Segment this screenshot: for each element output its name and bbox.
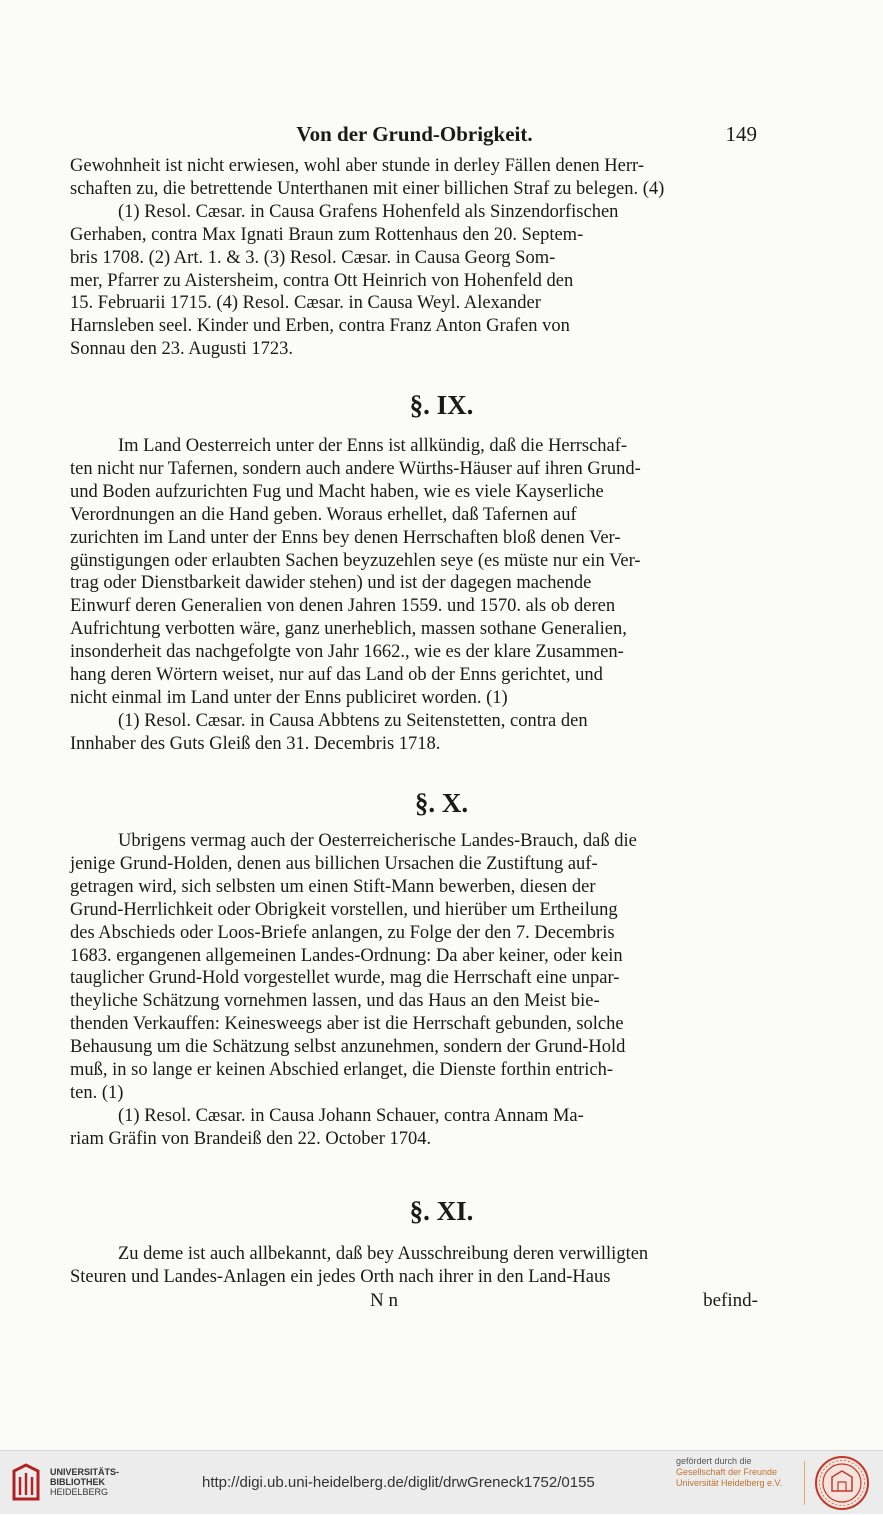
text-line: Aufrichtung verbotten wäre, ganz unerheblich, massen sothane Generalien, [70,619,627,640]
page-number: 149 [725,122,757,146]
text-line: Behausung um die Schätzung selbst anzunehmen, sondern der Grund-Hold [70,1037,626,1058]
text-line: Grund-Herrlichkeit oder Obrigkeit vorstellen, und hierüber um Ertheilung [70,899,618,920]
text-line: Verordnungen an die Hand geben. Woraus erhellet, daß Tafernen auf [70,504,577,525]
text-line: Einwurf deren Generalien von denen Jahren 1559. und 1570. als ob deren [70,596,616,617]
viewer-footer [0,1450,883,1514]
text-line: trag oder Dienstbarkeit dawider stehen) und ist der dagegen machende [70,573,592,594]
footnote-line: mer, Pfarrer zu Aistersheim, contra Ott Heinrich von Hohenfeld den [70,270,574,291]
text-line: zurichten im Land unter der Enns bey denen Herrschaften bloß denen Ver- [70,527,621,548]
running-title: Von der Grund-Obrigkeit. [296,122,533,146]
library-name-line: UNIVERSITÄTS- [50,1467,120,1477]
university-seal-icon [814,1455,870,1511]
text-line: und Boden aufzurichten Fug und Macht haben, wie es viele Kayserliche [70,481,604,502]
sponsor-line: Universität Heidelberg e.V. [676,1478,783,1488]
text-line: insonderheit das nachgefolgte von Jahr 1662., wie es der klare Zusammen- [70,642,624,663]
text-line: hang deren Wörtern weiset, nur auf das Land ob der Enns gerichtet, und [70,665,603,686]
text-line: des Abschieds oder Loos-Briefe anlangen, zu Folge der den 7. Decembris [70,922,615,943]
footnote-line: Sonnau den 23. Augusti 1723. [70,339,294,360]
text-line: tauglicher Grund-Hold vorgestellet wurde, mag die Herrschaft eine unpar- [70,968,620,989]
text-line: günstigungen oder erlaubten Sachen beyzuzehlen seye (es müste nur ein Ver- [70,550,641,571]
text-line: Im Land Oesterreich unter der Enns ist allkündig, daß die Herrschaf- [118,436,628,456]
text-line: jenige Grund-Holden, denen aus billichen Ursachen die Zustiftung auf- [70,853,598,874]
section-xi-body [70,1243,758,1289]
footnote-line: (1) Resol. Cæsar. in Causa Abbtens zu Seitenstetten, contra den [118,710,588,731]
text-line: ten. (1) [70,1082,124,1103]
section-x-body [70,830,758,1151]
library-logo-icon [8,1461,44,1505]
catchword: befind- [703,1290,758,1311]
library-name-line: BIBLIOTHEK [50,1477,105,1487]
section-heading-ix: §. IX. [409,390,474,420]
text-line: 1683. ergangenen allgemeinen Landes-Ordnung: Da aber keiner, oder kein [70,945,623,966]
text-line: getragen wird, sich selbsten um einen Stift-Mann bewerben, diesen der [70,876,596,897]
section-heading-x: §. X. [414,788,469,818]
signature-mark: N n [370,1290,398,1311]
signature-line [70,1290,758,1314]
footnote-line: riam Gräfin von Brandeiß den 22. October 1704. [70,1128,432,1149]
library-name [50,1467,170,1497]
text-line: nicht einmal im Land unter der Enns publiciret worden. (1) [70,687,508,708]
footnote-line: Gerhaben, contra Max Ignati Braun zum Rottenhaus den 20. Septem- [70,224,584,245]
footer-divider [804,1461,805,1505]
text-line: Ubrigens vermag auch der Oesterreicherische Landes-Brauch, daß die [118,831,637,851]
footnote-line: 15. Februarii 1715. (4) Resol. Cæsar. in Causa Weyl. Alexander [70,293,541,314]
footnote-line: bris 1708. (2) Art. 1. & 3. (3) Resol. Cæsar. in Causa Georg Som- [70,247,556,268]
section-heading-xi: §. XI. [409,1196,474,1226]
library-name-line: HEIDELBERG [50,1487,109,1497]
footnote-line: Harnsleben seel. Kinder und Erben, contra Franz Anton Grafen von [70,316,570,337]
text-line: Zu deme ist auch allbekannt, daß bey Ausschreibung deren verwilligten [118,1244,649,1264]
sponsor-line: gefördert durch die [676,1456,752,1466]
text-block-continuation [70,155,758,361]
page-header [72,122,757,152]
text-line: muß, in so lange er keinen Abschied erlanget, die Dienste forthin entrich- [70,1060,614,1081]
text-line: Steuren und Landes-Anlagen ein jedes Orth nach ihrer in den Land-Haus [70,1266,611,1287]
source-url-link[interactable]: http://digi.ub.uni-heidelberg.de/diglit/drwGreneck1752/0155 [202,1474,595,1491]
section-ix-body [70,435,758,756]
footnote-line: (1) Resol. Cæsar. in Causa Grafens Hohenfeld als Sinzendorfischen [118,201,619,222]
text-line: Gewohnheit ist nicht erwiesen, wohl aber stunde in derley Fällen denen Herr- [70,156,644,176]
sponsor-line: Gesellschaft der Freunde [676,1467,778,1477]
footnote-line: (1) Resol. Cæsar. in Causa Johann Schauer, contra Annam Ma- [118,1105,584,1126]
text-line: thenden Verkauffen: Keinesweegs aber ist die Herrschaft gebunden, solche [70,1014,624,1035]
footnote-line: Innhaber des Guts Gleiß den 31. Decembris 1718. [70,733,441,754]
text-line: ten nicht nur Tafernen, sondern auch andere Würths-Häuser auf ihren Grund- [70,458,641,479]
sponsor-text [676,1456,806,1489]
text-line: theyliche Schätzung vornehmen lassen, und das Haus an den Meist bie- [70,991,600,1012]
text-line: schaften zu, die betrettende Unterthanen mit einer billichen Straf zu belegen. (4) [70,178,665,199]
